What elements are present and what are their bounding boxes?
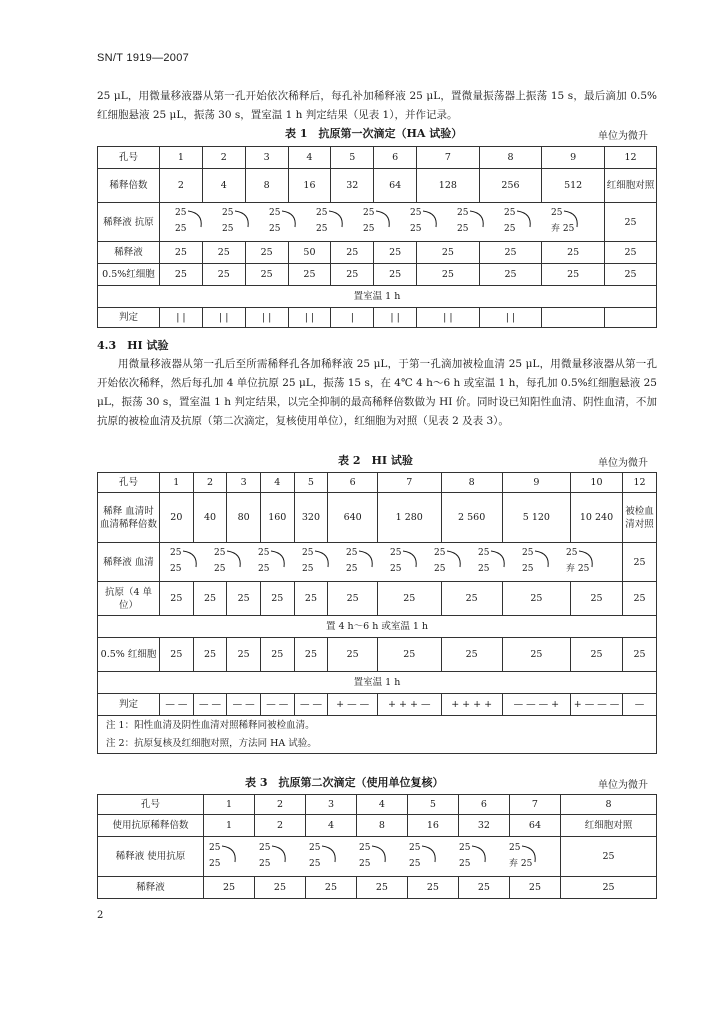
table-cell: — — [193, 694, 227, 716]
volume-label: 25 [409, 858, 421, 869]
transfer-arrow [227, 551, 240, 567]
table-cell: 25 [160, 582, 194, 616]
table-cell: 10 [571, 473, 623, 493]
volume-label: 25 [359, 858, 371, 869]
table-cell: 25 [502, 582, 570, 616]
table3-unit: 单位为微升 [598, 780, 648, 791]
table-cell: 5 [407, 795, 458, 815]
table-cell: 25 [605, 264, 657, 286]
volume-label: 25 [434, 548, 446, 558]
volume-label: 25 [509, 842, 521, 853]
volume-label: 25 [434, 564, 446, 574]
table-row [98, 672, 657, 694]
table-cell: 25 [561, 837, 657, 877]
table-cell: 1 [204, 795, 255, 815]
table-cell: 12 [605, 147, 657, 169]
transfer-arrow [535, 551, 548, 567]
table-cell: 32 [331, 169, 374, 203]
volume-label: 25 [309, 842, 321, 853]
table-cell: 7 [417, 147, 480, 169]
volume-label: 25 [175, 224, 187, 234]
table-cell: | | [160, 308, 203, 328]
table-row [98, 795, 657, 815]
table-cell: — [623, 694, 657, 716]
table-cell: 4 [305, 815, 356, 837]
table-cell: 红细胞对照 [561, 815, 657, 837]
table-cell: 25 [377, 638, 441, 672]
table-cell: 25 [561, 877, 657, 899]
table-cell: — — [227, 694, 261, 716]
table-cell: 稀释倍数 [98, 169, 160, 203]
table-cell: 2 [160, 169, 203, 203]
table-cell: 5 [331, 147, 374, 169]
table-cell: 稀释液 [98, 242, 160, 264]
incubation-note: 置室温 1 h [98, 286, 657, 308]
transfer-arrow [470, 211, 483, 227]
intro-paragraph: 25 μL，用微量移液器从第一孔开始依次稀释后，每孔补加稀释液 25 μL，置微量振荡器上振荡 15 s，最后滴加 0.5%红细胞悬液 25 μL，振荡 30 s，置室温 1 h 判定结果（见表 1），并作记录。 [97, 90, 657, 121]
table-cell: | | [288, 308, 331, 328]
transfer-arrow [403, 551, 416, 567]
transfer-arrow [183, 551, 196, 567]
table3-title: 表 3 抗原第二次滴定（使用单位复核） [245, 776, 444, 789]
table-cell: 25 [571, 638, 623, 672]
table-cell: 256 [479, 169, 542, 203]
table-cell: 25 [160, 242, 203, 264]
table-cell: 25 [374, 242, 417, 264]
table-cell: 1 [204, 815, 255, 837]
table-cell: 25 [623, 582, 657, 616]
table-cell: 25 [623, 638, 657, 672]
volume-label: 25 [363, 224, 375, 234]
transfer-arrow [235, 211, 248, 227]
table-cell: 40 [193, 493, 227, 543]
volume-label: 25 [214, 548, 226, 558]
table-cell: 64 [374, 169, 417, 203]
table-cell: 25 [202, 242, 245, 264]
table-cell: 4 [288, 147, 331, 169]
volume-label: 25 [209, 842, 221, 853]
section-heading: 4.3 HI 试验 [97, 339, 169, 352]
table-cell: — — [294, 694, 328, 716]
standard-number: SN/T 1919—2007 [97, 52, 190, 64]
volume-label: 25 [259, 842, 271, 853]
volume-label: 25 [459, 842, 471, 853]
table-row [98, 473, 657, 493]
table-cell: 25 [294, 638, 328, 672]
table-row [98, 242, 657, 264]
table-cell: 2 [193, 473, 227, 493]
page-number: 2 [97, 910, 104, 921]
table-cell: 8 [245, 169, 288, 203]
volume-label: 25 [269, 208, 281, 218]
table-cell: + + + + [441, 694, 502, 716]
table-row [98, 308, 657, 328]
transfer-arrow [322, 846, 335, 862]
transfer-arrow [423, 211, 436, 227]
volume-label: 25 [390, 564, 402, 574]
table-cell: | | [202, 308, 245, 328]
transfer-arrow [329, 211, 342, 227]
table-cell: 80 [227, 493, 261, 543]
table-row [98, 203, 657, 242]
table-cell: 25 [331, 264, 374, 286]
table-cell: 25 [305, 877, 356, 899]
volume-label: 25 [209, 858, 221, 869]
volume-label: 25 [566, 548, 578, 558]
table-cell: 25 [356, 877, 407, 899]
table-cell: 孔号 [98, 473, 160, 493]
table-cell: 红细胞对照 [605, 169, 657, 203]
table-cell: 2 560 [441, 493, 502, 543]
table-cell: 判定 [98, 308, 160, 328]
table-cell: 使用抗原稀释倍数 [98, 815, 204, 837]
table-cell: 判定 [98, 694, 160, 716]
volume-label: 25 [258, 564, 270, 574]
table-cell: 25 [160, 638, 194, 672]
table-cell: 8 [356, 815, 407, 837]
volume-label: 25 [222, 224, 234, 234]
volume-label: 25 [359, 842, 371, 853]
table-cell: 1 [160, 147, 203, 169]
table-cell: 稀释液 [98, 877, 204, 899]
table-cell: 25 [160, 264, 203, 286]
table-cell: + + + — [377, 694, 441, 716]
volume-label: 25 [522, 564, 534, 574]
table-cell: 稀释液 血清 [98, 543, 160, 582]
table-cell: 640 [328, 493, 378, 543]
table-cell: 25 [441, 638, 502, 672]
table-cell: 25 [441, 582, 502, 616]
table-cell: 25 [193, 638, 227, 672]
volume-label: 25 [410, 208, 422, 218]
table-cell: 50 [288, 242, 331, 264]
table-cell: 32 [458, 815, 509, 837]
transfer-arrow [272, 846, 285, 862]
transfer-arrow [271, 551, 284, 567]
table-cell: | [331, 308, 374, 328]
volume-label: 25 [309, 858, 321, 869]
table-cell: 25 [328, 582, 378, 616]
table1-title: 表 1 抗原第一次滴定（HA 试验） [285, 127, 463, 140]
table-cell: 10 240 [571, 493, 623, 543]
table-cell: 25 [294, 582, 328, 616]
table-cell: 320 [294, 493, 328, 543]
volume-label: 25 [551, 208, 563, 218]
table-cell: 5 120 [502, 493, 570, 543]
table-cell: 8 [441, 473, 502, 493]
dilution-marks [175, 208, 575, 234]
hi-paragraph: 用微量移液器从第一孔后至所需稀释孔各加稀释液 25 μL，于第一孔滴加被检血清 25 μL，用微量移液器从第一孔开始依次稀释，然后每孔加 4 单位抗原 25 μL，振荡 15 s，在 4℃ 4 h～6 h 或室温 1 h，每孔加 0.5%红细胞悬液 25 μL，振荡 30 s，置室温 1 h 判定结果，以完全抑制的最高稀释倍数做为 HI 价。同时设已知阳性血清、阴性血清，不加抗原的被检血清及抗原（第二次滴定，复核使用单位），红细胞为对照（见表 2 及表 3）。 [97, 358, 657, 427]
table-cell: | | [245, 308, 288, 328]
table-cell: | | [374, 308, 417, 328]
table-cell: + — — — [571, 694, 623, 716]
dilution-arrows [166, 543, 616, 577]
table-cell [542, 308, 605, 328]
table-cell: 25 [260, 638, 294, 672]
transfer-arrow [315, 551, 328, 567]
table-cell: 抗原（4 单位） [98, 582, 160, 616]
table-cell: 25 [374, 264, 417, 286]
table-cell: 16 [288, 169, 331, 203]
transfer-arrow [472, 846, 485, 862]
table-row [98, 543, 657, 582]
table-cell: 0.5% 红细胞 [98, 638, 160, 672]
volume-label: 25 [504, 208, 516, 218]
dilution-marks [209, 843, 533, 869]
volume-label: 25 [222, 208, 234, 218]
table-row [98, 264, 657, 286]
table-cell: 0.5%红细胞 [98, 264, 160, 286]
volume-label: 25 [346, 548, 358, 558]
volume-label: 25 [170, 564, 182, 574]
table-cell: 3 [227, 473, 261, 493]
table-cell: | | [417, 308, 480, 328]
volume-label: 弃 25 [566, 564, 590, 574]
table-cell: 8 [561, 795, 657, 815]
table-cell: 25 [458, 877, 509, 899]
table-cell: 16 [407, 815, 458, 837]
table-cell: 25 [605, 203, 657, 242]
volume-label: 25 [409, 842, 421, 853]
table-row [98, 169, 657, 203]
table-cell: 6 [328, 473, 378, 493]
volume-label: 25 [258, 548, 270, 558]
table1 [97, 146, 657, 328]
table-cell: 64 [509, 815, 560, 837]
table-cell: 稀释 血清时 血清稀释倍数 [98, 493, 160, 543]
volume-label: 25 [346, 564, 358, 574]
table-cell: 稀释液 抗原 [98, 203, 160, 242]
table-cell: 1 280 [377, 493, 441, 543]
table-cell: 孔号 [98, 795, 204, 815]
table2 [97, 472, 657, 754]
table-cell: 7 [377, 473, 441, 493]
table-cell: 2 [202, 147, 245, 169]
table-cell: 25 [328, 638, 378, 672]
table-cell: 512 [542, 169, 605, 203]
volume-label: 25 [175, 208, 187, 218]
transfer-arrow [447, 551, 460, 567]
table-cell: 25 [542, 264, 605, 286]
table-row [98, 877, 657, 899]
volume-label: 25 [302, 548, 314, 558]
table-cell: 25 [509, 877, 560, 899]
transfer-arrow [359, 551, 372, 567]
table2-unit: 单位为微升 [598, 458, 648, 469]
volume-label: 25 [214, 564, 226, 574]
serial-dilution [160, 543, 623, 582]
table-row [98, 616, 657, 638]
table-cell: 3 [245, 147, 288, 169]
volume-label: 25 [316, 208, 328, 218]
table-cell: 25 [571, 582, 623, 616]
table-cell: 25 [502, 638, 570, 672]
volume-label: 25 [504, 224, 516, 234]
table-cell: 20 [160, 493, 194, 543]
table-cell: 25 [254, 877, 305, 899]
table-cell: 25 [260, 582, 294, 616]
volume-label: 25 [269, 224, 281, 234]
volume-label: 25 [302, 564, 314, 574]
table-cell: 25 [193, 582, 227, 616]
table-cell: — — [160, 694, 194, 716]
table-row [98, 147, 657, 169]
table-cell: | | [479, 308, 542, 328]
table-cell: 2 [254, 815, 305, 837]
table-row [98, 815, 657, 837]
table-cell: 8 [479, 147, 542, 169]
table-cell: 25 [377, 582, 441, 616]
table-cell: 25 [245, 264, 288, 286]
volume-label: 弃 25 [551, 224, 575, 234]
table-cell: 25 [542, 242, 605, 264]
table-cell: 25 [623, 543, 657, 582]
table-row [98, 493, 657, 543]
table-row [98, 582, 657, 616]
table-cell: 3 [305, 795, 356, 815]
table-row [98, 638, 657, 672]
table-row [98, 716, 657, 754]
table-cell: 25 [288, 264, 331, 286]
volume-label: 25 [478, 548, 490, 558]
volume-label: 25 [522, 548, 534, 558]
table-cell: 25 [204, 877, 255, 899]
table-row [98, 286, 657, 308]
table3 [97, 794, 657, 899]
transfer-arrow [222, 846, 235, 862]
table-cell: 25 [479, 242, 542, 264]
transfer-arrow [491, 551, 504, 567]
table-row [98, 837, 657, 877]
volume-label: 25 [410, 224, 422, 234]
table-cell: + — — [328, 694, 378, 716]
transfer-arrow [282, 211, 295, 227]
volume-label: 25 [259, 858, 271, 869]
table-cell: 5 [294, 473, 328, 493]
table-row [98, 694, 657, 716]
transfer-arrow [517, 211, 530, 227]
table-cell: 12 [623, 473, 657, 493]
table-cell: 6 [374, 147, 417, 169]
table-cell: 被检血清对照 [623, 493, 657, 543]
dilution-arrows [207, 838, 557, 872]
row-label: 孔号 [98, 147, 160, 169]
volume-label: 弃 25 [509, 858, 533, 869]
volume-label: 25 [459, 858, 471, 869]
table-cell: 25 [227, 582, 261, 616]
table-notes: 注 1：阳性血清及阴性血清对照稀释同被检血清。 注 2：抗原复核及红细胞对照，方法同 HA 试验。 [98, 716, 657, 754]
volume-label: 25 [478, 564, 490, 574]
table-cell: 稀释液 使用抗原 [98, 837, 204, 877]
table-cell: 25 [227, 638, 261, 672]
table1-unit: 单位为微升 [598, 131, 648, 142]
dilution-marks [170, 548, 590, 574]
table-cell: 4 [260, 473, 294, 493]
table-cell: 25 [417, 242, 480, 264]
transfer-arrow [422, 846, 435, 862]
volume-label: 25 [457, 208, 469, 218]
table-cell: 7 [509, 795, 560, 815]
table-cell: 25 [331, 242, 374, 264]
volume-label: 25 [457, 224, 469, 234]
table-cell: 置室温 1 h [98, 672, 657, 694]
table-cell: 9 [502, 473, 570, 493]
transfer-arrow [372, 846, 385, 862]
table-cell: 128 [417, 169, 480, 203]
table-cell: 25 [202, 264, 245, 286]
volume-label: 25 [316, 224, 328, 234]
table-cell: 置 4 h～6 h 或室温 1 h [98, 616, 657, 638]
table-cell [605, 308, 657, 328]
serial-dilution [204, 837, 561, 877]
volume-label: 25 [170, 548, 182, 558]
table-cell: 25 [407, 877, 458, 899]
table-cell: 160 [260, 493, 294, 543]
serial-dilution [160, 203, 605, 242]
table-cell: 9 [542, 147, 605, 169]
table2-title: 表 2 HI 试验 [338, 454, 413, 467]
table-cell: 6 [458, 795, 509, 815]
table-cell: 25 [417, 264, 480, 286]
table-cell: 2 [254, 795, 305, 815]
table-cell: 25 [605, 242, 657, 264]
table-cell: — — — + [502, 694, 570, 716]
volume-label: 25 [390, 548, 402, 558]
table-cell: 25 [245, 242, 288, 264]
transfer-arrow [188, 211, 201, 227]
transfer-arrow [376, 211, 389, 227]
table-cell: 25 [479, 264, 542, 286]
table-cell: 1 [160, 473, 194, 493]
table-cell: — — [260, 694, 294, 716]
table-cell: 4 [356, 795, 407, 815]
table-cell: 4 [202, 169, 245, 203]
volume-label: 25 [363, 208, 375, 218]
dilution-arrows [167, 203, 597, 237]
